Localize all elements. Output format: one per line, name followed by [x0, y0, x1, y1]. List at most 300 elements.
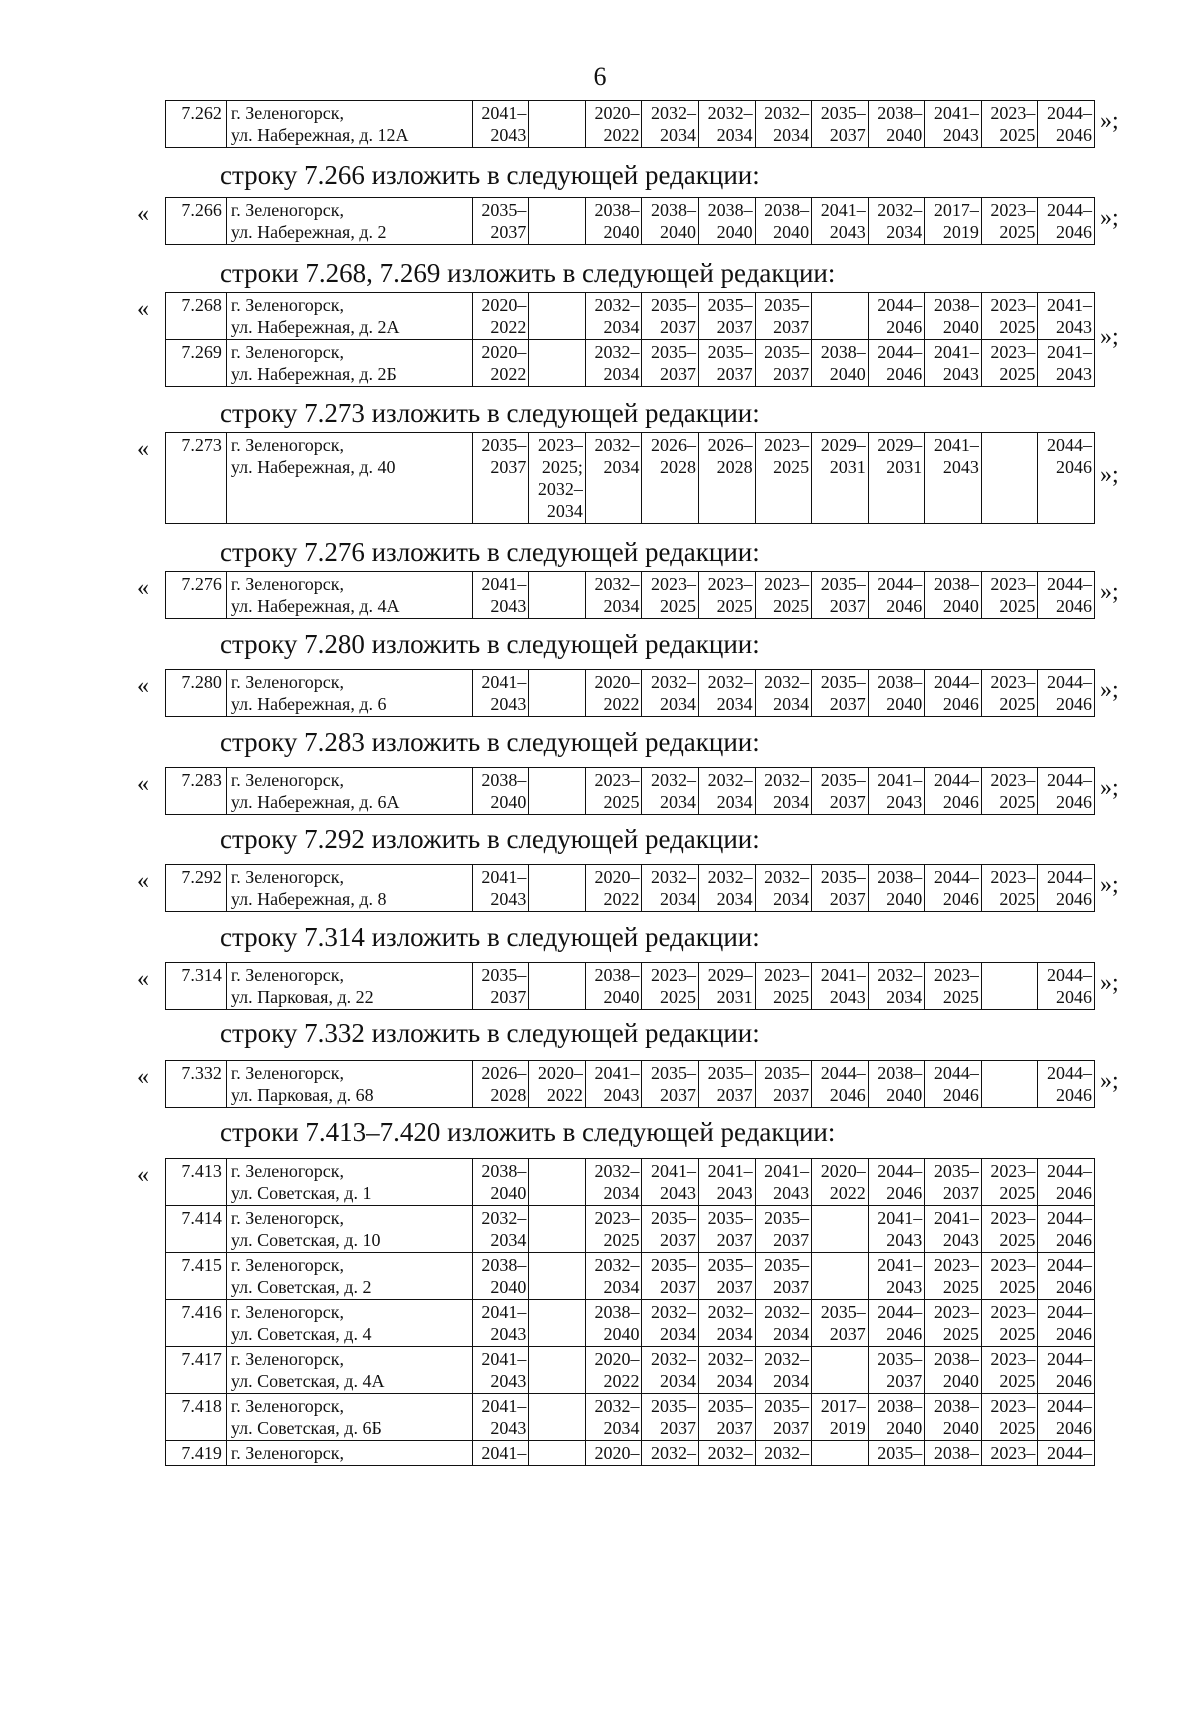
period-cell: 2035– 2037 — [472, 198, 529, 245]
row-number-cell: 7.415 — [166, 1253, 227, 1300]
amendment-table-block — [165, 864, 1095, 912]
period-cell: 2023– 2025 — [925, 1253, 982, 1300]
section-heading: строку 7.280 изложить в следующей редакции: — [220, 629, 760, 659]
row-number-cell: 7.418 — [166, 1394, 227, 1441]
table-row — [166, 433, 1095, 524]
quote-open: « — [137, 966, 149, 992]
address-city: г. Зеленогорск, — [230, 295, 345, 315]
period-cell — [529, 865, 586, 912]
period-cell: 2017– 2019 — [812, 1394, 869, 1441]
amendment-table-block — [165, 100, 1095, 148]
period-cell: 2035– 2037 — [812, 670, 869, 717]
row-number-cell: 7.262 — [166, 101, 227, 148]
address-city: г. Зеленогорск, — [230, 1396, 345, 1416]
table-row — [166, 198, 1095, 245]
register-table — [165, 767, 1095, 815]
period-cell: 2038– 2040 — [868, 1394, 925, 1441]
period-cell: 2023– 2025 — [981, 1394, 1038, 1441]
period-cell — [812, 1253, 869, 1300]
table-row — [166, 1394, 1095, 1441]
register-table — [165, 864, 1095, 912]
address-cell — [226, 963, 472, 1010]
address-street: ул. Набережная, д. 6 — [230, 694, 387, 714]
address-cell — [226, 768, 472, 815]
period-cell: 2035– 2037 — [755, 1394, 812, 1441]
period-cell: 2023– 2025; 2032– 2034 — [529, 433, 586, 524]
period-cell: 2032– 2034 — [755, 101, 812, 148]
section-heading: строку 7.314 изложить в следующей редакции: — [220, 922, 760, 952]
row-number-cell: 7.413 — [166, 1159, 227, 1206]
period-cell: 2044– — [1038, 1441, 1095, 1466]
period-cell: 2035– 2037 — [642, 340, 699, 387]
period-cell: 2020– 2022 — [585, 865, 642, 912]
address-cell — [226, 1159, 472, 1206]
row-number-cell: 7.292 — [166, 865, 227, 912]
period-cell — [529, 340, 586, 387]
period-cell: 2038– 2040 — [868, 1061, 925, 1108]
period-cell: 2023– 2025 — [981, 1347, 1038, 1394]
period-cell: 2029– 2031 — [699, 963, 756, 1010]
period-cell: 2035– 2037 — [812, 768, 869, 815]
period-cell: 2041– 2043 — [925, 340, 982, 387]
period-cell: 2023– 2025 — [981, 1159, 1038, 1206]
period-cell: 2020– 2022 — [585, 1347, 642, 1394]
amendment-table-block — [165, 292, 1095, 387]
register-table — [165, 669, 1095, 717]
period-cell: 2032– 2034 — [868, 198, 925, 245]
period-cell: 2044– 2046 — [925, 670, 982, 717]
period-cell: 2023– 2025 — [925, 1300, 982, 1347]
row-number-cell: 7.417 — [166, 1347, 227, 1394]
period-cell: 2035– 2037 — [699, 293, 756, 340]
period-cell — [529, 101, 586, 148]
period-cell: 2029– 2031 — [812, 433, 869, 524]
period-cell: 2032– — [642, 1441, 699, 1466]
period-cell: 2023– 2025 — [981, 1206, 1038, 1253]
row-number-cell: 7.414 — [166, 1206, 227, 1253]
period-cell: 2020– 2022 — [812, 1159, 869, 1206]
period-cell: 2044– 2046 — [1038, 1206, 1095, 1253]
register-table — [165, 100, 1095, 148]
quote-close: »; — [1100, 872, 1119, 898]
table-row — [166, 1300, 1095, 1347]
period-cell: 2038– 2040 — [812, 340, 869, 387]
table-row — [166, 963, 1095, 1010]
period-cell: 2032– 2034 — [699, 1300, 756, 1347]
section-heading: строку 7.266 изложить в следующей редакции: — [220, 160, 760, 190]
period-cell: 2044– 2046 — [1038, 433, 1095, 524]
period-cell: 2044– 2046 — [868, 293, 925, 340]
address-street: ул. Советская, д. 2 — [230, 1277, 372, 1297]
period-cell: 2038– 2040 — [868, 670, 925, 717]
address-city: г. Зеленогорск, — [230, 672, 345, 692]
period-cell — [529, 1159, 586, 1206]
address-street: ул. Советская, д. 6Б — [230, 1418, 382, 1438]
quote-close: »; — [1100, 775, 1119, 801]
period-cell: 2044– 2046 — [1038, 1394, 1095, 1441]
period-cell: 2041– 2043 — [812, 963, 869, 1010]
period-cell — [529, 198, 586, 245]
period-cell: 2044– 2046 — [1038, 1347, 1095, 1394]
address-cell — [226, 340, 472, 387]
table-row — [166, 1441, 1095, 1466]
period-cell: 2032– 2034 — [642, 865, 699, 912]
period-cell: 2032– 2034 — [472, 1206, 529, 1253]
period-cell — [529, 1253, 586, 1300]
amendment-table-block — [165, 962, 1095, 1010]
period-cell: 2035– 2037 — [642, 1394, 699, 1441]
address-cell — [226, 198, 472, 245]
period-cell: 2041– 2043 — [868, 768, 925, 815]
period-cell — [529, 670, 586, 717]
period-cell: 2044– 2046 — [1038, 1061, 1095, 1108]
period-cell: 2035– 2037 — [699, 1206, 756, 1253]
period-cell: 2041– 2043 — [699, 1159, 756, 1206]
period-cell: 2044– 2046 — [1038, 1253, 1095, 1300]
address-city: г. Зеленогорск, — [230, 342, 345, 362]
table-row — [166, 101, 1095, 148]
table-row — [166, 865, 1095, 912]
period-cell: 2038– 2040 — [868, 101, 925, 148]
period-cell: 2023– — [981, 1441, 1038, 1466]
amendment-table-block — [165, 767, 1095, 815]
period-cell: 2023– 2025 — [699, 572, 756, 619]
period-cell — [529, 293, 586, 340]
section-heading: строки 7.413–7.420 изложить в следующей редакции: — [220, 1117, 836, 1147]
address-street: ул. Советская, д. 1 — [230, 1183, 372, 1203]
period-cell — [981, 963, 1038, 1010]
address-street: ул. Парковая, д. 22 — [230, 987, 374, 1007]
period-cell: 2032– 2034 — [585, 1253, 642, 1300]
table-row — [166, 670, 1095, 717]
period-cell: 2041– 2043 — [868, 1206, 925, 1253]
quote-close: »; — [1100, 1068, 1119, 1094]
table-row — [166, 293, 1095, 340]
period-cell: 2023– 2025 — [642, 572, 699, 619]
row-number-cell: 7.283 — [166, 768, 227, 815]
table-row — [166, 1206, 1095, 1253]
period-cell: 2020– 2022 — [585, 670, 642, 717]
period-cell: 2032– 2034 — [585, 433, 642, 524]
address-city: г. Зеленогорск, — [230, 200, 345, 220]
period-cell: 2032– 2034 — [585, 1159, 642, 1206]
table-row — [166, 1159, 1095, 1206]
address-cell — [226, 1441, 472, 1466]
period-cell — [529, 1206, 586, 1253]
period-cell: 2041– 2043 — [868, 1253, 925, 1300]
period-cell: 2023– 2025 — [981, 101, 1038, 148]
address-city: г. Зеленогорск, — [230, 770, 345, 790]
address-city: г. Зеленогорск, — [230, 1208, 345, 1228]
period-cell: 2032– 2034 — [755, 670, 812, 717]
address-street: ул. Набережная, д. 6А — [230, 792, 400, 812]
period-cell: 2032– 2034 — [642, 1300, 699, 1347]
period-cell — [812, 1347, 869, 1394]
period-cell: 2020– 2022 — [472, 340, 529, 387]
period-cell — [812, 293, 869, 340]
quote-open: « — [137, 201, 149, 227]
period-cell: 2035– 2037 — [812, 865, 869, 912]
period-cell: 2035– 2037 — [755, 1206, 812, 1253]
period-cell: 2035– 2037 — [868, 1347, 925, 1394]
period-cell: 2041– 2043 — [472, 572, 529, 619]
period-cell: 2032– 2034 — [699, 768, 756, 815]
period-cell: 2026– 2028 — [472, 1061, 529, 1108]
period-cell: 2044– 2046 — [1038, 1159, 1095, 1206]
period-cell: 2032– 2034 — [642, 768, 699, 815]
period-cell: 2044– 2046 — [1038, 768, 1095, 815]
address-cell — [226, 1394, 472, 1441]
period-cell — [981, 1061, 1038, 1108]
period-cell: 2035– 2037 — [755, 293, 812, 340]
address-cell — [226, 865, 472, 912]
address-city: г. Зеленогорск, — [230, 1063, 345, 1083]
quote-close: »; — [1100, 677, 1119, 703]
period-cell: 2044– 2046 — [1038, 572, 1095, 619]
period-cell: 2044– 2046 — [1038, 865, 1095, 912]
period-cell: 2023– 2025 — [981, 293, 1038, 340]
table-row — [166, 572, 1095, 619]
section-heading: строку 7.276 изложить в следующей редакции: — [220, 537, 760, 567]
period-cell: 2023– 2025 — [642, 963, 699, 1010]
period-cell: 2041– 2043 — [472, 1394, 529, 1441]
amendment-table-block — [165, 571, 1095, 619]
address-city: г. Зеленогорск, — [230, 435, 345, 455]
section-heading: строку 7.283 изложить в следующей редакции: — [220, 727, 760, 757]
period-cell: 2041– 2043 — [472, 670, 529, 717]
period-cell: 2032– 2034 — [699, 670, 756, 717]
period-cell: 2035– — [868, 1441, 925, 1466]
period-cell: 2035– 2037 — [642, 1253, 699, 1300]
period-cell: 2038– — [925, 1441, 982, 1466]
period-cell: 2041– 2043 — [472, 1300, 529, 1347]
period-cell: 2023– 2025 — [981, 198, 1038, 245]
register-table — [165, 571, 1095, 619]
address-street: ул. Набережная, д. 2 — [230, 222, 387, 242]
address-cell — [226, 1347, 472, 1394]
period-cell: 2023– 2025 — [755, 433, 812, 524]
address-city: г. Зеленогорск, — [230, 1255, 345, 1275]
period-cell — [529, 572, 586, 619]
period-cell: 2032– 2034 — [755, 1347, 812, 1394]
period-cell: 2035– 2037 — [642, 293, 699, 340]
address-cell — [226, 1061, 472, 1108]
period-cell: 2038– 2040 — [755, 198, 812, 245]
quote-open: « — [137, 1064, 149, 1090]
period-cell: 2041– 2043 — [585, 1061, 642, 1108]
period-cell: 2035– 2037 — [699, 340, 756, 387]
register-table — [165, 432, 1095, 524]
address-cell — [226, 101, 472, 148]
quote-open: « — [137, 673, 149, 699]
address-street: ул. Советская, д. 10 — [230, 1230, 381, 1250]
address-street: ул. Набережная, д. 12А — [230, 125, 409, 145]
period-cell: 2044– 2046 — [1038, 963, 1095, 1010]
period-cell: 2044– 2046 — [868, 340, 925, 387]
period-cell: 2038– 2040 — [925, 293, 982, 340]
period-cell: 2041– 2043 — [755, 1159, 812, 1206]
period-cell: 2032– 2034 — [585, 293, 642, 340]
period-cell: 2044– 2046 — [1038, 198, 1095, 245]
period-cell — [812, 1441, 869, 1466]
period-cell: 2035– 2037 — [699, 1253, 756, 1300]
period-cell: 2038– 2040 — [472, 1159, 529, 1206]
section-heading: строку 7.332 изложить в следующей редакции: — [220, 1018, 760, 1048]
row-number-cell: 7.268 — [166, 293, 227, 340]
period-cell: 2020– 2022 — [585, 101, 642, 148]
amendment-table-block — [165, 1060, 1095, 1108]
period-cell: 2032– 2034 — [755, 1300, 812, 1347]
period-cell: 2035– 2037 — [642, 1061, 699, 1108]
table-row — [166, 1061, 1095, 1108]
period-cell: 2041– 2043 — [1038, 340, 1095, 387]
period-cell — [981, 433, 1038, 524]
period-cell: 2032– 2034 — [699, 101, 756, 148]
amendment-table-block — [165, 1158, 1095, 1466]
address-city: г. Зеленогорск, — [230, 1349, 345, 1369]
period-cell: 2038– 2040 — [585, 1300, 642, 1347]
period-cell: 2035– 2037 — [812, 1300, 869, 1347]
amendment-table-block — [165, 669, 1095, 717]
period-cell — [529, 963, 586, 1010]
period-cell: 2041– 2043 — [925, 433, 982, 524]
period-cell: 2023– 2025 — [981, 572, 1038, 619]
address-city: г. Зеленогорск, — [230, 1161, 345, 1181]
quote-open: « — [137, 575, 149, 601]
period-cell: 2023– 2025 — [585, 1206, 642, 1253]
period-cell: 2041– 2043 — [925, 101, 982, 148]
period-cell: 2044– 2046 — [812, 1061, 869, 1108]
quote-open: « — [137, 296, 149, 322]
period-cell: 2032– — [755, 1441, 812, 1466]
period-cell: 2035– 2037 — [812, 572, 869, 619]
period-cell: 2035– 2037 — [642, 1206, 699, 1253]
period-cell: 2023– 2025 — [755, 963, 812, 1010]
quote-open: « — [137, 436, 149, 462]
row-number-cell: 7.416 — [166, 1300, 227, 1347]
row-number-cell: 7.332 — [166, 1061, 227, 1108]
row-number-cell: 7.280 — [166, 670, 227, 717]
period-cell: 2023– 2025 — [981, 670, 1038, 717]
period-cell: 2041– 2043 — [642, 1159, 699, 1206]
period-cell: 2035– 2037 — [755, 1061, 812, 1108]
period-cell: 2035– 2037 — [925, 1159, 982, 1206]
amendment-table-block — [165, 197, 1095, 245]
period-cell: 2023– 2025 — [755, 572, 812, 619]
section-heading: строку 7.292 изложить в следующей редакции: — [220, 824, 760, 854]
period-cell: 2038– 2040 — [585, 198, 642, 245]
address-city: г. Зеленогорск, — [230, 574, 345, 594]
period-cell: 2038– 2040 — [472, 1253, 529, 1300]
period-cell: 2041– 2043 — [1038, 293, 1095, 340]
section-heading: строку 7.273 изложить в следующей редакции: — [220, 398, 760, 428]
address-street: ул. Советская, д. 4А — [230, 1371, 385, 1391]
period-cell: 2026– 2028 — [642, 433, 699, 524]
address-cell — [226, 433, 472, 524]
period-cell: 2038– 2040 — [585, 963, 642, 1010]
period-cell — [812, 1206, 869, 1253]
period-cell: 2032– 2034 — [642, 101, 699, 148]
period-cell: 2044– 2046 — [925, 768, 982, 815]
row-number-cell: 7.314 — [166, 963, 227, 1010]
period-cell: 2032– 2034 — [868, 963, 925, 1010]
page-number: 6 — [593, 62, 607, 91]
row-number-cell: 7.419 — [166, 1441, 227, 1466]
period-cell: 2029– 2031 — [868, 433, 925, 524]
period-cell: 2020– 2022 — [529, 1061, 586, 1108]
quote-close: »; — [1100, 462, 1119, 488]
amendment-table-block — [165, 432, 1095, 524]
period-cell: 2032– — [699, 1441, 756, 1466]
address-cell — [226, 670, 472, 717]
period-cell: 2041– 2043 — [812, 198, 869, 245]
period-cell: 2023– 2025 — [981, 340, 1038, 387]
period-cell: 2044– 2046 — [868, 1159, 925, 1206]
period-cell: 2038– 2040 — [642, 198, 699, 245]
period-cell: 2035– 2037 — [755, 340, 812, 387]
address-cell — [226, 1206, 472, 1253]
quote-open: « — [137, 868, 149, 894]
period-cell — [529, 768, 586, 815]
register-table — [165, 962, 1095, 1010]
period-cell: 2044– 2046 — [868, 1300, 925, 1347]
quote-close: »; — [1100, 323, 1119, 350]
period-cell: 2032– 2034 — [585, 1394, 642, 1441]
period-cell: 2032– 2034 — [585, 340, 642, 387]
period-cell — [529, 1441, 586, 1466]
period-cell: 2026– 2028 — [699, 433, 756, 524]
period-cell: 2044– 2046 — [925, 865, 982, 912]
period-cell: 2032– 2034 — [755, 768, 812, 815]
row-number-cell: 7.273 — [166, 433, 227, 524]
quote-open: « — [137, 1162, 149, 1188]
period-cell: 2038– 2040 — [925, 1347, 982, 1394]
register-table — [165, 1060, 1095, 1108]
period-cell: 2038– 2040 — [472, 768, 529, 815]
period-cell: 2035– 2037 — [755, 1253, 812, 1300]
address-city: г. Зеленогорск, — [230, 1302, 345, 1322]
table-row — [166, 340, 1095, 387]
period-cell: 2032– 2034 — [642, 670, 699, 717]
period-cell: 2035– 2037 — [812, 101, 869, 148]
period-cell: 2041– 2043 — [472, 101, 529, 148]
register-table — [165, 292, 1095, 387]
period-cell: 2035– 2037 — [472, 433, 529, 524]
period-cell: 2038– 2040 — [925, 1394, 982, 1441]
period-cell: 2035– 2037 — [472, 963, 529, 1010]
period-cell: 2032– 2034 — [642, 1347, 699, 1394]
period-cell: 2038– 2040 — [868, 865, 925, 912]
quote-close: »; — [1100, 579, 1119, 605]
quote-close: »; — [1100, 205, 1119, 231]
address-street: ул. Набережная, д. 2А — [230, 317, 400, 337]
address-city: г. Зеленогорск, — [230, 867, 345, 887]
period-cell — [529, 1394, 586, 1441]
table-row — [166, 1253, 1095, 1300]
period-cell: 2044– 2046 — [1038, 101, 1095, 148]
address-street: ул. Набережная, д. 40 — [230, 457, 396, 477]
address-cell — [226, 1253, 472, 1300]
period-cell: 2035– 2037 — [699, 1394, 756, 1441]
table-row — [166, 768, 1095, 815]
quote-open: « — [137, 771, 149, 797]
address-city: г. Зеленогорск, — [230, 965, 345, 985]
period-cell: 2038– 2040 — [699, 198, 756, 245]
period-cell: 2041– 2043 — [472, 865, 529, 912]
row-number-cell: 7.269 — [166, 340, 227, 387]
period-cell: 2023– 2025 — [585, 768, 642, 815]
period-cell: 2044– 2046 — [868, 572, 925, 619]
